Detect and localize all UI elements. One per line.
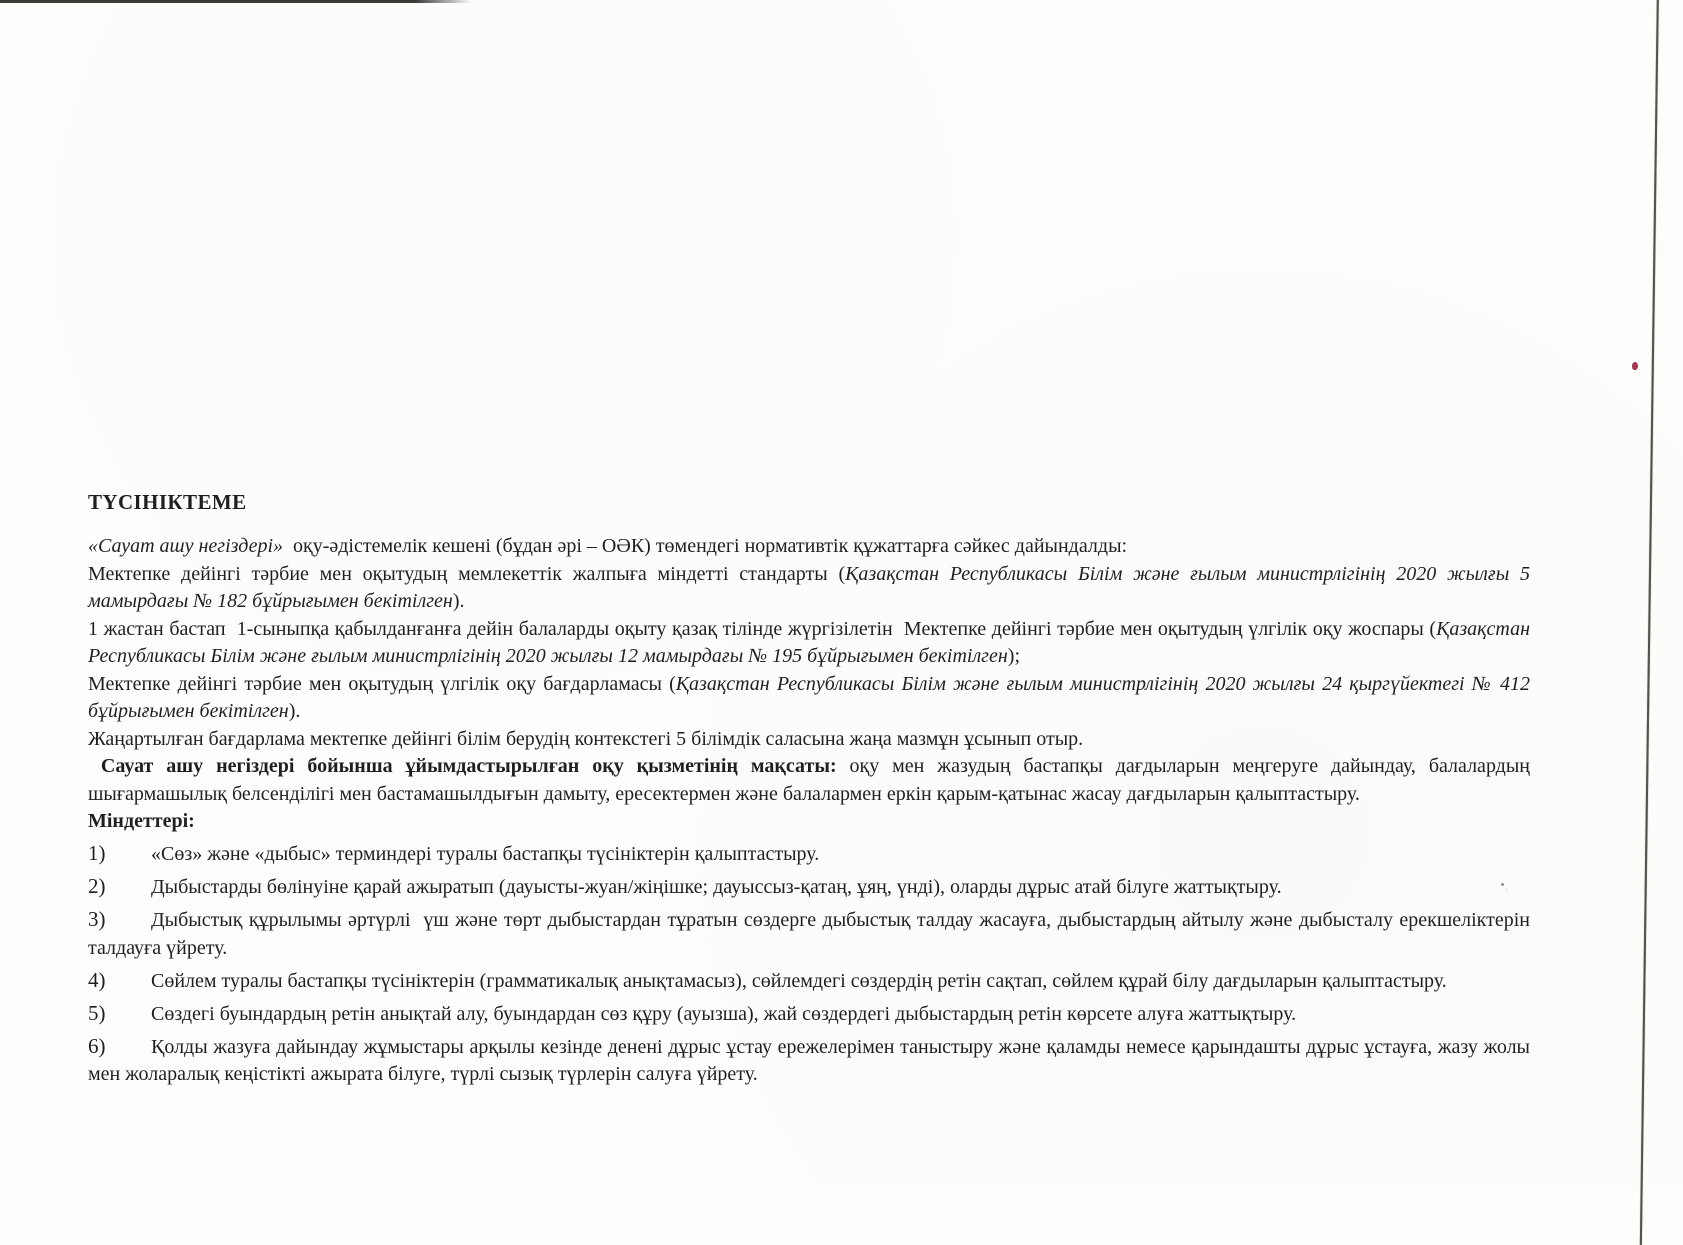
paragraph <box>88 808 1530 836</box>
text-segment: Қазақстан Республикасы Білім және ғылым министрлігінің 2020 жылғы 5 мамырдағы № 182 бұйрығымен бекітілген <box>88 562 1535 612</box>
paragraph <box>88 753 1535 808</box>
list-item <box>88 873 1530 902</box>
list-item <box>88 840 1530 869</box>
scan-top-edge-artifact <box>0 0 472 3</box>
list-item-number: 6) <box>88 1033 106 1058</box>
text-segment: ); <box>1007 645 1021 667</box>
list-item-number: 4) <box>88 967 106 992</box>
text-segment: «Сауат ашу негіздері» <box>88 535 283 557</box>
list-item-number: 2) <box>88 874 106 898</box>
text-segment: Мектепке дейінгі тәрбие мен оқытудың мемлекеттік жалпыға міндетті стандарты ( <box>88 562 846 585</box>
text-segment: Қазақстан Республикасы Білім және ғылым министрлігінің 2020 жылғы 12 мамырдағы № 195 бұйрығымен бекітілген <box>88 617 1535 667</box>
list-item-number: 5) <box>88 1000 106 1025</box>
paragraph <box>88 726 1530 754</box>
document-title: ТҮСІНІКТЕМЕ <box>88 490 247 514</box>
paragraph <box>88 533 1530 561</box>
text-segment: Мектепке дейінгі тәрбие мен оқытудың үлгілік оқу бағдарламасы ( <box>88 672 676 695</box>
text-segment: Сөйлем туралы бастапқы түсініктерін (грамматикалық анықтамасыз), сөйлемдегі сөздердің ретін сақтап, сөйлем құрай білу дағдыларын қалыптастыру. <box>151 969 1447 992</box>
text-segment: Сөздегі буындардың ретін анықтай алу, буындардан сөз құру (ауызша), жай сөздердегі дыбыстардың ретін көрсете алуға жаттықтыру. <box>151 1002 1297 1025</box>
text-segment: ). <box>288 700 301 722</box>
text-segment: Дыбыстық құрылымы әртүрлі үш және төрт дыбыстардан тұратын сөздерге дыбыстық талдау жасауға, дыбыстардың айтылу және дыбысталу ерекшеліктерін талдауға үйрету. <box>88 909 1535 959</box>
text-segment: Сауат ашу негіздері бойынша ұйымдастырылған оқу қызметінің мақсаты: <box>88 755 837 777</box>
list-item-number: 3) <box>88 907 106 931</box>
list-item <box>88 1000 1530 1029</box>
text-segment: «Сөз» және «дыбыс» терминдері туралы бастапқы түсініктерін қалыптастыру. <box>151 843 820 865</box>
document-body <box>88 487 1535 1089</box>
text-segment: Міндеттері: <box>88 810 195 832</box>
paragraph <box>88 616 1535 671</box>
text-segment: оқу-әдістемелік кешені (бұдан әрі – ОӘК) төмендегі нормативтік құжаттарға сәйкес дайындалды: <box>283 535 1128 557</box>
list-item <box>88 967 1530 996</box>
text-segment: Қазақстан Республикасы Білім және ғылым министрлігінің 2020 жылғы 24 қыргүйектегі № 412 бұйрығымен бекітілген <box>88 672 1535 722</box>
text-segment: ). <box>452 590 465 612</box>
text-segment: 1 жастан бастап 1-сыныпқа қабылданғанға дейін балаларды оқыту қазақ тілінде жүргізілетін Мектепке дейінгі тәрбие мен оқытудың үлгілік оқу жоспары ( <box>88 617 1437 640</box>
text-segment: Жаңартылған бағдарлама мектепке дейінгі білім берудің контекстегі 5 білімдік саласына жаңа мазмұн ұсынып отыр. <box>88 727 1084 750</box>
list-item <box>88 1033 1535 1089</box>
paragraph <box>88 561 1535 616</box>
list-item <box>88 906 1535 962</box>
text-segment: Дыбыстарды бөлінуіне қарай ажыратып (дауысты-жуан/жіңішке; дауыссыз-қатаң, ұяң, үнді), оларды дұрыс атай білуге жаттықтыру. <box>151 876 1282 898</box>
list-item-number: 1) <box>88 841 106 865</box>
text-segment: Қолды жазуға дайындау жұмыстары арқылы кезінде денені дұрыс ұстау ережелерімен таныстыру және қаламды немесе қарындашты дұрыс ұстауға, жазу жолы мен жоларалық кеңістікті ажырата білуге, түрлі сызық түрлерін салуға үйрету. <box>88 1035 1535 1085</box>
text-segment: оқу мен жазудың бастапқы дағдыларын меңгеруге дайындау, балалардың шығармашылық белсенділігі мен бастамашылдығын дамыту, ересектермен және балалармен еркін қарым-қатынас жасау дағдыларын қалыптастыру. <box>88 755 1535 805</box>
red-ink-dot-artifact <box>1632 362 1638 370</box>
paragraph <box>88 671 1535 726</box>
